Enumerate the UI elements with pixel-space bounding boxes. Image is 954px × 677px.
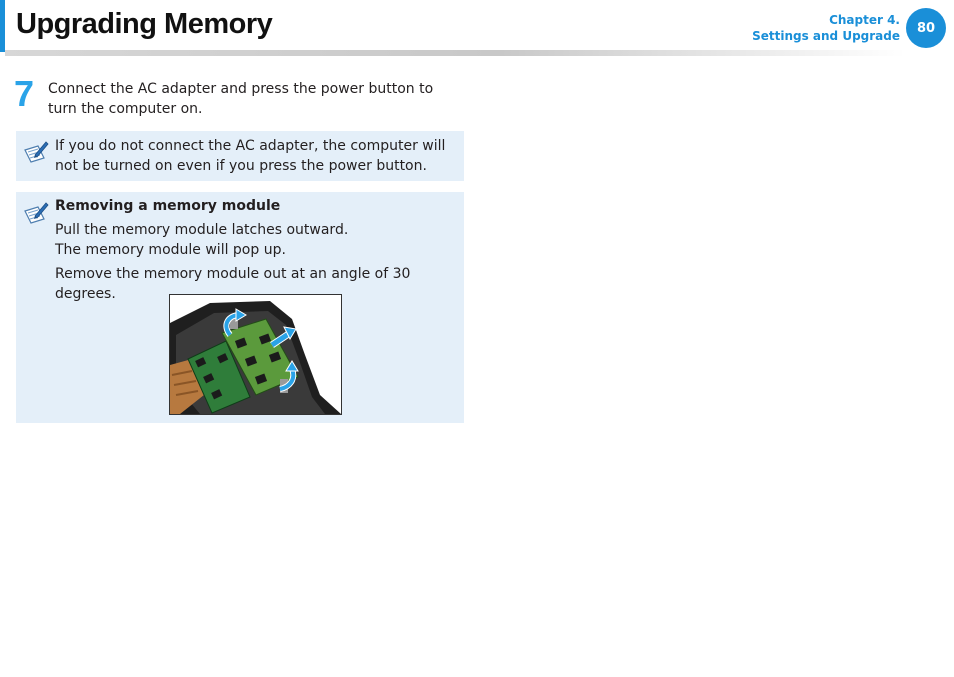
note-title: Removing a memory module — [55, 198, 281, 214]
page-number-badge: 80 — [906, 8, 946, 48]
memory-illustration-drawing — [170, 295, 341, 414]
step-number: 7 — [14, 73, 35, 114]
chapter-number: Chapter 4. — [829, 13, 900, 27]
note-box-removing-memory — [16, 192, 464, 423]
note-line-remove-angle: Remove the memory module out at an angle of 30 degrees. — [55, 266, 411, 302]
note-pencil-icon — [22, 200, 50, 226]
header-divider — [5, 50, 905, 56]
page-title: Upgrading Memory — [16, 8, 273, 40]
note-box-ac-adapter — [16, 131, 464, 181]
chapter-label — [752, 12, 900, 44]
note-pencil-icon — [22, 139, 50, 165]
header-accent-bar — [0, 0, 5, 52]
chapter-section: Settings and Upgrade — [752, 29, 900, 43]
memory-module-removal-illustration — [169, 294, 342, 415]
note-line-pop-up: The memory module will pop up. — [55, 242, 286, 258]
note-line-pull-latches: Pull the memory module latches outward. — [55, 222, 349, 238]
step-text: Connect the AC adapter and press the power button to turn the computer on. — [48, 81, 434, 117]
note-text: If you do not connect the AC adapter, the computer will not be turned on even if you press the power button. — [55, 138, 446, 174]
